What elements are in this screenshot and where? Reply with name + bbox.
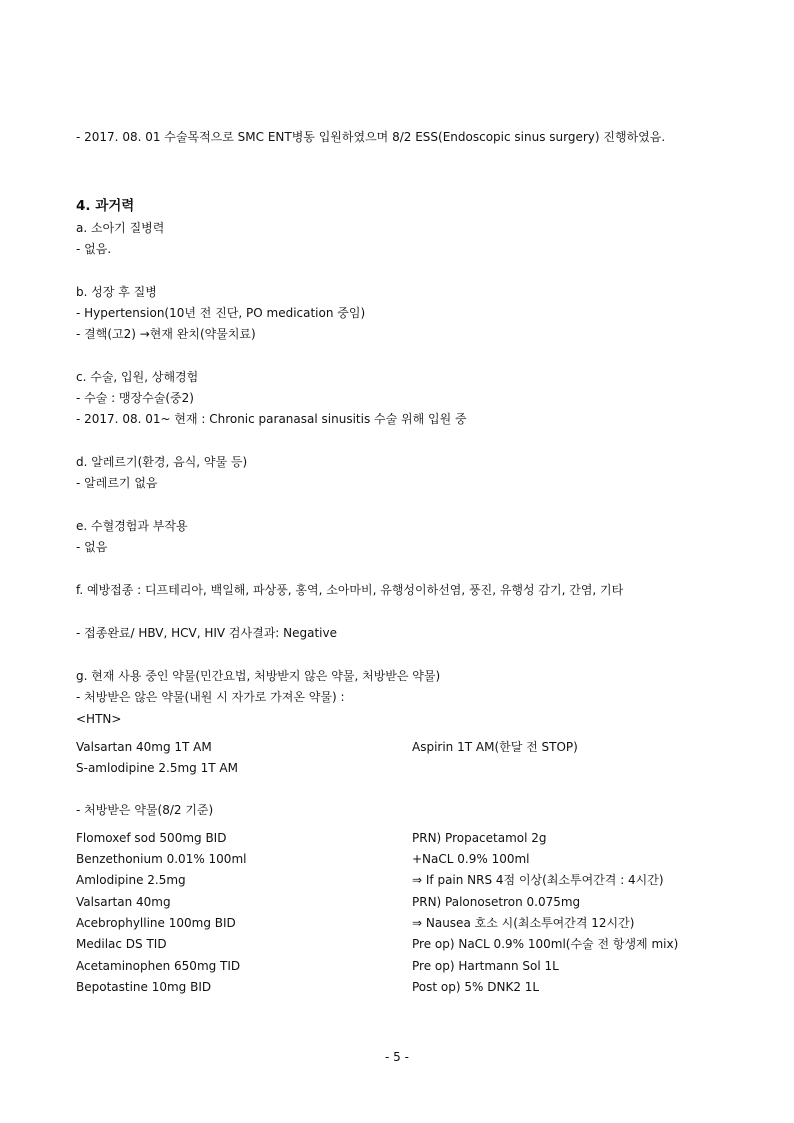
rx-note: PRN) Propacetamol 2g bbox=[412, 831, 547, 845]
section-heading: 4. 과거력 bbox=[76, 198, 135, 214]
subsection-c-item: - 수술 : 맹장수술(중2) bbox=[76, 391, 194, 405]
page-number: - 5 - bbox=[385, 1050, 409, 1064]
subsection-a-title: a. 소아기 질병력 bbox=[76, 221, 165, 235]
rx-title: - 처방받은 약물(8/2 기준) bbox=[76, 803, 214, 817]
rx-note: +NaCL 0.9% 100ml bbox=[412, 852, 530, 866]
rx-drug: Amlodipine 2.5mg bbox=[76, 873, 186, 887]
subsection-c-title: c. 수술, 입원, 상해경험 bbox=[76, 370, 199, 384]
htn-drug-right: Aspirin 1T AM(한달 전 STOP) bbox=[412, 740, 578, 754]
rx-note: Pre op) Hartmann Sol 1L bbox=[412, 959, 559, 973]
rx-drug: Bepotastine 10mg BID bbox=[76, 980, 212, 994]
subsection-e-item: - 없음 bbox=[76, 540, 108, 554]
rx-note: PRN) Palonosetron 0.075mg bbox=[412, 895, 581, 909]
subsection-g-title: g. 현재 사용 중인 약물(민간요법, 처방받지 않은 약물, 처방받은 약물) bbox=[76, 669, 441, 683]
subsection-b-item: - Hypertension(10년 전 진단, PO medication 중임) bbox=[76, 306, 366, 320]
subsection-d-title: d. 알레르기(환경, 음식, 약물 등) bbox=[76, 455, 248, 469]
htn-drug: S-amlodipine 2.5mg 1T AM bbox=[76, 761, 238, 775]
subsection-f-title: f. 예방접종 : 디프테리아, 백일해, 파상풍, 홍역, 소아마비, 유행성이하선염, 풍진, 유행성 감기, 간염, 기타 bbox=[76, 583, 624, 597]
rx-drug: Medilac DS TID bbox=[76, 937, 167, 951]
rx-drug: Benzethonium 0.01% 100ml bbox=[76, 852, 247, 866]
subsection-f-item: - 접종완료/ HBV, HCV, HIV 검사결과: Negative bbox=[76, 626, 338, 640]
htn-label: <HTN> bbox=[76, 712, 122, 726]
rx-drug: Acetaminophen 650mg TID bbox=[76, 959, 241, 973]
intro-paragraph: - 2017. 08. 01 수술목적으로 SMC ENT병동 입원하였으며 8/2 ESS(Endoscopic sinus surgery) 진행하였음. bbox=[76, 130, 666, 144]
nonrx-title: - 처방받은 않은 약물(내원 시 자가로 가져온 약물) : bbox=[76, 690, 345, 704]
subsection-d-item: - 알레르기 없음 bbox=[76, 476, 158, 490]
rx-note: ⇒ Nausea 호소 시(최소투여간격 12시간) bbox=[412, 916, 635, 930]
rx-drug: Valsartan 40mg bbox=[76, 895, 171, 909]
rx-note: Post op) 5% DNK2 1L bbox=[412, 980, 540, 994]
rx-note: ⇒ If pain NRS 4점 이상(최소투여간격 : 4시간) bbox=[412, 873, 664, 887]
rx-drug: Acebrophylline 100mg BID bbox=[76, 916, 236, 930]
subsection-c-item: - 2017. 08. 01~ 현재 : Chronic paranasal sinusitis 수술 위해 입원 중 bbox=[76, 412, 467, 426]
subsection-e-title: e. 수혈경험과 부작용 bbox=[76, 519, 188, 533]
subsection-b-title: b. 성장 후 질병 bbox=[76, 285, 157, 299]
rx-note: Pre op) NaCL 0.9% 100ml(수술 전 항생제 mix) bbox=[412, 937, 679, 951]
subsection-a-item: - 없음. bbox=[76, 242, 112, 256]
subsection-b-item: - 결핵(고2) →현재 완치(약물치료) bbox=[76, 327, 256, 341]
htn-drug: Valsartan 40mg 1T AM bbox=[76, 740, 212, 754]
rx-drug: Flomoxef sod 500mg BID bbox=[76, 831, 227, 845]
